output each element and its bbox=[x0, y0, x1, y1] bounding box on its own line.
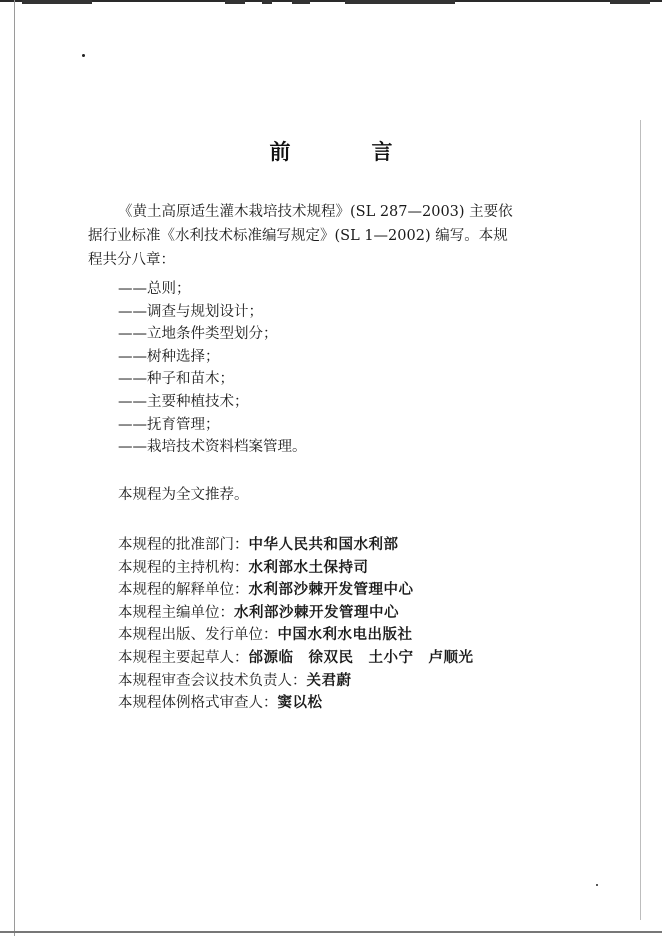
info-label: 本规程的主持机构： bbox=[118, 559, 249, 576]
info-row-approval bbox=[118, 534, 474, 557]
chapter-item: ——主要种植技术； bbox=[118, 393, 249, 410]
info-value: 关君蔚 bbox=[306, 672, 352, 689]
chapter-item: ——总则； bbox=[118, 281, 191, 297]
chapter-item: ——树种选择； bbox=[118, 348, 220, 365]
info-row-interpretation bbox=[118, 579, 474, 602]
info-value: 水利部水土保持司 bbox=[248, 559, 369, 576]
intro-paragraph bbox=[88, 200, 568, 272]
info-value: 邰源临 徐双民 土小宁 卢顺光 bbox=[248, 649, 474, 666]
chapter-item: ——种子和苗木； bbox=[118, 371, 234, 388]
scan-mark bbox=[610, 0, 650, 4]
info-value: 水利部沙棘开发管理中心 bbox=[234, 604, 399, 621]
page-title: 前 言 bbox=[269, 140, 423, 164]
recommendation-text: 本规程为全文推荐。 bbox=[118, 487, 249, 503]
scan-mark bbox=[225, 0, 245, 4]
info-row-publisher bbox=[118, 624, 474, 647]
info-label: 本规程出版、发行单位： bbox=[118, 627, 278, 644]
chapter-item: ——抚育管理； bbox=[118, 416, 220, 433]
info-label: 本规程主要起草人： bbox=[118, 649, 249, 666]
info-row-review-lead bbox=[118, 670, 474, 693]
info-label: 本规程的解释单位： bbox=[118, 582, 249, 599]
info-row-drafters bbox=[118, 647, 474, 670]
scan-bottom-edge bbox=[0, 931, 662, 933]
chapter-item: ——调查与规划设计； bbox=[118, 303, 263, 320]
info-label: 本规程体例格式审查人： bbox=[118, 695, 278, 712]
chapter-list bbox=[118, 278, 307, 459]
info-value: 窦以松 bbox=[277, 695, 323, 712]
scan-top-edge bbox=[0, 0, 662, 6]
info-value: 水利部沙棘开发管理中心 bbox=[248, 582, 414, 599]
intro-line: 《黄土高原适生灌木栽培技术规程》(SL 287—2003) 主要依 bbox=[118, 204, 513, 220]
info-value: 中国水利水电出版社 bbox=[277, 627, 413, 644]
info-value: 中华人民共和国水利部 bbox=[248, 537, 399, 553]
chapter-item: ——栽培技术资料档案管理。 bbox=[118, 439, 307, 456]
info-label: 本规程的批准部门： bbox=[118, 537, 249, 553]
scan-right-edge bbox=[640, 120, 641, 920]
scan-mark bbox=[22, 0, 92, 4]
info-row-host bbox=[118, 557, 474, 580]
info-row-format-reviewer bbox=[118, 692, 474, 715]
scan-mark bbox=[292, 0, 310, 4]
scan-speck bbox=[82, 54, 85, 57]
scan-mark bbox=[345, 0, 455, 4]
info-block bbox=[118, 534, 474, 715]
intro-line: 据行业标准《水利技术标准编写规定》(SL 1—2002) 编写。本规 bbox=[88, 228, 508, 244]
info-label: 本规程审查会议技术负责人： bbox=[118, 672, 307, 689]
info-row-chief-editor bbox=[118, 602, 474, 625]
info-label: 本规程主编单位： bbox=[118, 604, 234, 621]
scan-mark bbox=[262, 0, 272, 4]
chapter-item: ——立地条件类型划分； bbox=[118, 326, 278, 343]
scan-speck bbox=[596, 884, 598, 886]
intro-line: 程共分八章： bbox=[88, 252, 175, 268]
